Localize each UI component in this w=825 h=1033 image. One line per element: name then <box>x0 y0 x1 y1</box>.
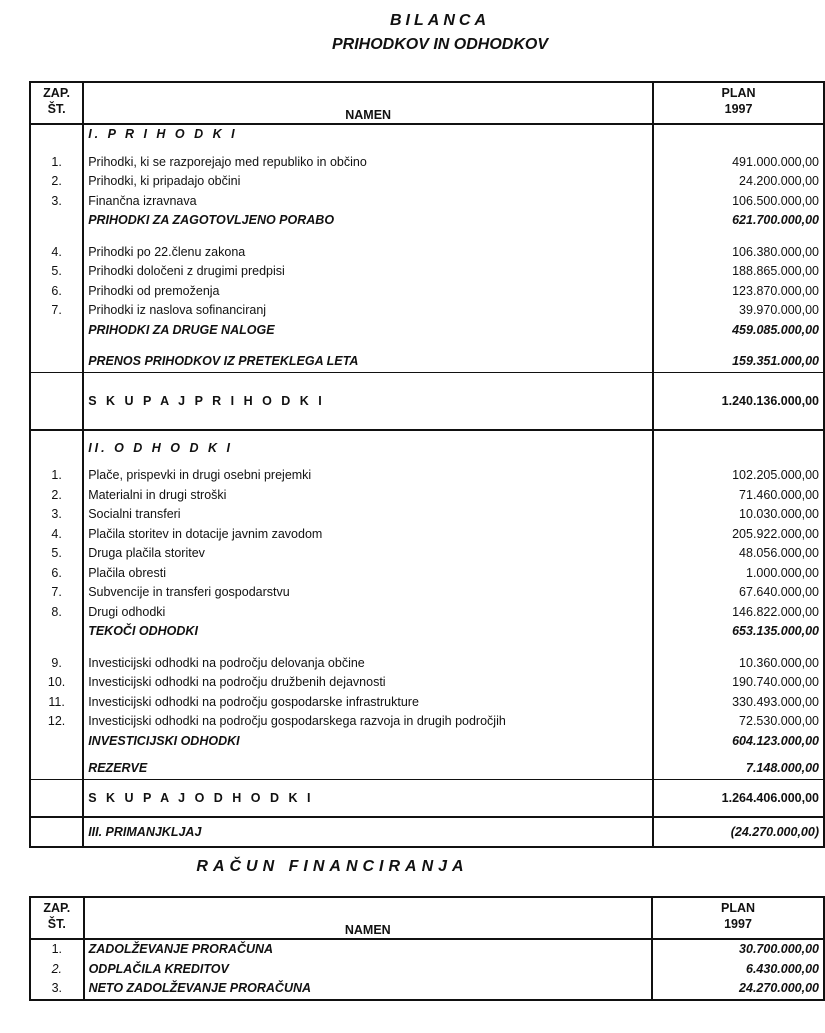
table-row: 9. Investicijski odhodki na področju delovanja občine 10.360.000,00 <box>30 654 824 674</box>
income-heading-row <box>30 124 824 145</box>
table-row: 6. Prihodki od premoženja 123.870.000,00 <box>30 282 824 302</box>
table-row: 3. NETO ZADOLŽEVANJE PRORAČUNA 24.270.000,00 <box>30 979 824 1000</box>
income-heading: I. P R I H O D K I <box>83 124 653 145</box>
table-row: 10. Investicijski odhodki na področju družbenih dejavnosti 190.740.000,00 <box>30 673 824 693</box>
subtotal-row: TEKOČI ODHODKI 653.135.000,00 <box>30 622 824 642</box>
transfer-row: PRENOS PRIHODKOV IZ PRETEKLEGA LETA 159.351.000,00 <box>30 352 824 372</box>
header-name: NAMEN <box>83 82 653 124</box>
table-row: 5. Prihodki določeni z drugimi predpisi 188.865.000,00 <box>30 262 824 282</box>
subtotal-row: INVESTICIJSKI ODHODKI 604.123.000,00 <box>30 732 824 752</box>
deficit-row: III. PRIMANJKLJAJ (24.270.000,00) <box>30 817 824 847</box>
table-row: 2. ODPLAČILA KREDITOV 6.430.000,00 <box>30 960 824 980</box>
header-number: ZAP. ŠT. <box>30 82 83 124</box>
table-row: 11. Investicijski odhodki na področju gospodarske infrastrukture 330.493.000,00 <box>30 693 824 713</box>
subtotal-row: PRIHODKI ZA DRUGE NALOGE 459.085.000,00 <box>30 321 824 341</box>
table-row: 7. Subvencije in transferi gospodarstvu 67.640.000,00 <box>30 583 824 603</box>
expenses-total-row: S K U P A J O D H O D K I 1.264.406.000,00 <box>30 779 824 817</box>
income-total-row: S K U P A J P R I H O D K I 1.240.136.000,00 <box>30 372 824 430</box>
balance-table <box>29 81 825 848</box>
table-row: 1. Plače, prispevki in drugi osebni prejemki 102.205.000,00 <box>30 466 824 486</box>
table-header: ZAP. ŠT. NAMEN PLAN 1997 <box>30 897 824 939</box>
document-subtitle: PRIHODKOV IN ODHODKOV <box>331 36 548 53</box>
table-row: 3. Finančna izravnava 106.500.000,00 <box>30 192 824 212</box>
financing-table <box>29 896 825 1001</box>
subtotal-row: PRIHODKI ZA ZAGOTOVLJENO PORABO 621.700.000,00 <box>30 211 824 231</box>
table-header <box>30 82 824 124</box>
table-row: 7. Prihodki iz naslova sofinanciranj 39.970.000,00 <box>30 301 824 321</box>
table-row: 12. Investicijski odhodki na področju gospodarskega razvoja in drugih področjih 72.530.000,00 <box>30 712 824 732</box>
table-row: 6. Plačila obresti 1.000.000,00 <box>30 564 824 584</box>
table-row: 2. Prihodki, ki pripadajo občini 24.200.000,00 <box>30 172 824 192</box>
table-row: 5. Druga plačila storitev 48.056.000,00 <box>30 544 824 564</box>
table-row: 2. Materialni in drugi stroški 71.460.000,00 <box>30 486 824 506</box>
table-row: 1. ZADOLŽEVANJE PRORAČUNA 30.700.000,00 <box>30 939 824 960</box>
document-title: BILANCA <box>390 12 490 29</box>
table-row: 4. Prihodki po 22.členu zakona 106.380.000,00 <box>30 243 824 263</box>
table-row: 1. Prihodki, ki se razporejajo med republiko in občino 491.000.000,00 <box>30 153 824 173</box>
table-row: 3. Socialni transferi 10.030.000,00 <box>30 505 824 525</box>
header-plan: PLAN 1997 <box>653 82 824 124</box>
table-row: 8. Drugi odhodki 146.822.000,00 <box>30 603 824 623</box>
reserves-row: REZERVE 7.148.000,00 <box>30 759 824 779</box>
expenses-heading-row <box>30 430 824 459</box>
financing-title: RAČUN FINANCIRANJA <box>196 858 469 875</box>
expenses-heading: II. O D H O D K I <box>83 430 653 459</box>
table-row: 4. Plačila storitev in dotacije javnim zavodom 205.922.000,00 <box>30 525 824 545</box>
